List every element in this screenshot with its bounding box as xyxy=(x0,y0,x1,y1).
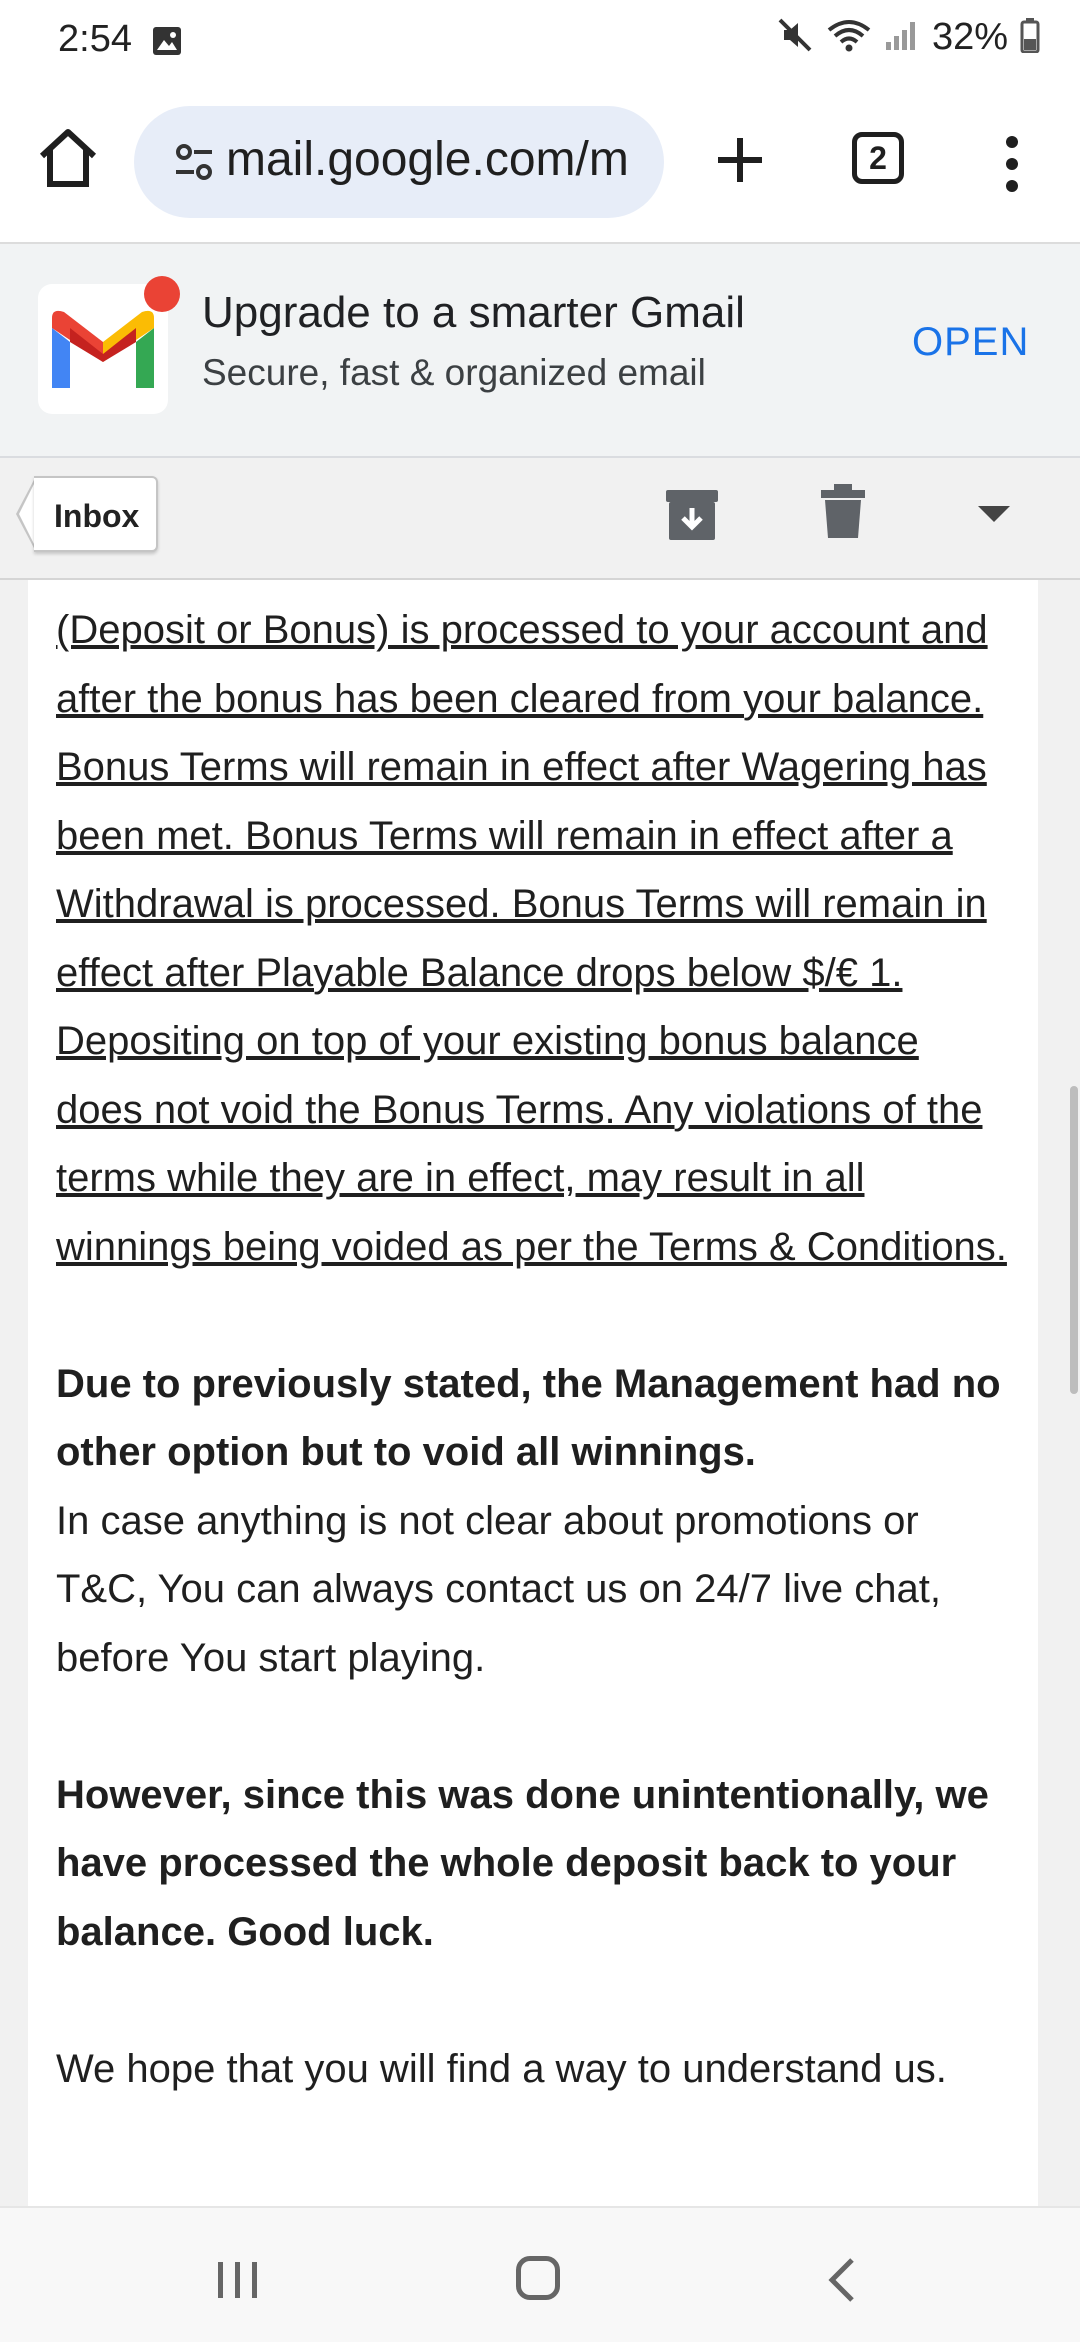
browser-toolbar xyxy=(0,84,1080,244)
email-action-bar xyxy=(0,458,1080,580)
gallery-icon xyxy=(152,26,182,61)
terms-link-paragraph[interactable]: (Deposit or Bonus) is processed to your account and after the bonus has been cleared from your balance. Bonus Terms will remain in effect after Wagering has been met. Bonus Terms will remain in effect after a Withdrawal is processed. Bonus Terms will remain in effect after Playable Balance drops below $/€ 1. Depositing on top of your existing bonus balance does not void the Bonus Terms. Any violations of the terms while they are in effect, may result in all winnings being voided as per the Terms & Conditions. xyxy=(56,608,1007,1269)
contact-paragraph: In case anything is not clear about promotions or T&C, You can always contact us on 24/7 live chat, before You start playing. xyxy=(56,1498,941,1680)
battery-percent: 32% xyxy=(931,16,1008,58)
gmail-app-banner xyxy=(0,244,1080,458)
notification-dot xyxy=(144,276,180,312)
status-bar xyxy=(0,0,1080,84)
closing-line: We hope that you will find a way to understand us. xyxy=(56,2046,947,2091)
plus-icon[interactable] xyxy=(712,132,768,188)
dropdown-icon[interactable] xyxy=(978,506,1010,522)
more-vert-icon[interactable] xyxy=(1000,134,1024,194)
management-statement: Due to previously stated, the Management had no other option but to void all winnings. xyxy=(56,1361,1001,1474)
mute-icon xyxy=(776,16,814,59)
wifi-icon xyxy=(826,16,872,59)
recents-icon[interactable] xyxy=(216,2260,260,2305)
scrollbar[interactable] xyxy=(1070,1086,1078,1394)
archive-icon[interactable] xyxy=(664,486,720,547)
gmail-logo-icon xyxy=(38,284,168,414)
home-icon[interactable] xyxy=(36,126,100,196)
status-time: 2:54 xyxy=(58,18,132,60)
open-app-button[interactable]: OPEN xyxy=(912,320,1030,364)
tune-icon[interactable] xyxy=(174,142,214,187)
email-left-gutter xyxy=(0,580,28,2206)
tabs-icon[interactable]: 2 xyxy=(852,132,904,184)
system-nav-bar xyxy=(0,2206,1080,2342)
banner-title: Upgrade to a smarter Gmail xyxy=(202,288,745,337)
url-text[interactable]: mail.google.com/m xyxy=(226,133,629,186)
delete-icon[interactable] xyxy=(820,484,866,545)
url-bar[interactable] xyxy=(134,106,664,218)
deposit-statement: However, since this was done unintentionally, we have processed the whole deposit back to your balance. Good luck. xyxy=(56,1772,989,1954)
home-nav-icon[interactable] xyxy=(516,2256,560,2300)
banner-subtitle: Secure, fast & organized email xyxy=(202,352,706,393)
battery-icon xyxy=(1020,17,1040,58)
signal-icon xyxy=(884,18,920,57)
email-body xyxy=(28,580,1038,2206)
inbox-back-button[interactable]: Inbox xyxy=(34,476,158,552)
back-icon[interactable] xyxy=(826,2258,856,2307)
